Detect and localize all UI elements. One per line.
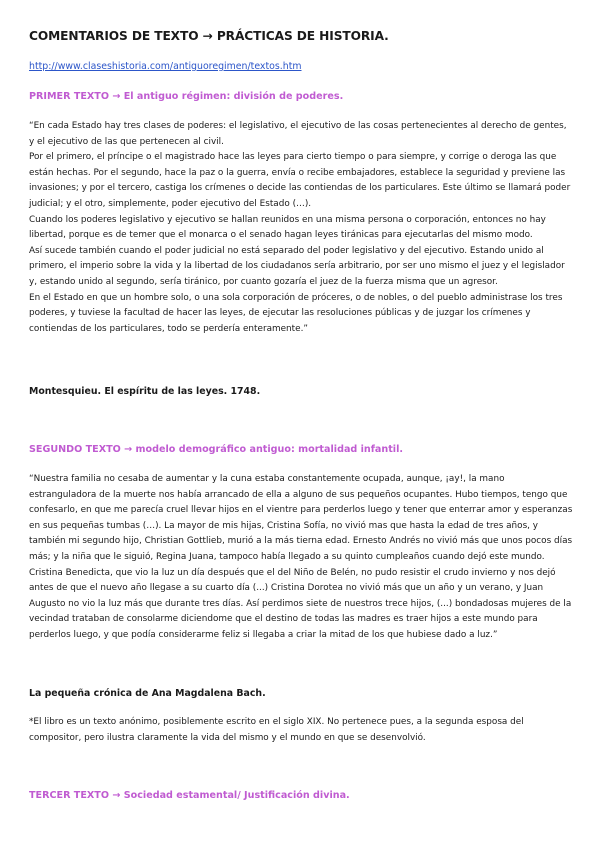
text1-body xyxy=(29,119,573,337)
heading-segundo-texto: SEGUNDO TEXTO → modelo demográfico antiguo: mortalidad infantil. xyxy=(29,444,404,455)
heading-primer-texto: PRIMER TEXTO → El antiguo régimen: división de poderes. xyxy=(29,91,344,102)
text2-paragraph: “Nuestra familia no cesaba de aumentar y la cuna estaba constantemente ocupada, aunque, ¡ay!, la mano estranguladora de la muerte nos había arrancado de ella a alguno de sus pequeños ocupantes. Hubo tiempos, tengo que confesarlo, en que me parecía cruel llevar hijos en el vientre para perderlos luego y tener que enterrar amor y esperanzas en sus pequeñas tumbas (…). La mayor de mis hijas, Cristina Sofía, no vivió mas que hasta la edad de tres años, y también mi segundo hijo, Christian Gottlieb, murió a la más tierna edad. Ernesto Andrés no vivió más que unos pocos días más; y la niña que le siguió, Regina Juana, tampoco había llegado a su quinto cumpleaños cuando dejó este mundo. Cristina Benedicta, que vio la luz un día después que el del Niño de Belén, no pudo resistir el crudo invierno y nos dejó antes de que el nuevo año llegase a su cuarto día (...) Cristina Dorotea no vivió más que un año y un verano, y Juan Augusto no vio la luz más que durante tres días. Así perdimos siete de nuestros trece hijos, (...) bondadosas mujeres de la vecindad trataban de consolarme diciendome que el destino de todas las madres es traer hijos a este mundo para perderlos luego, y que podía considerarme feliz si llegaba a criar la mitad de los que hubiese dado a luz.” xyxy=(29,474,573,640)
heading-tercer-texto: TERCER TEXTO → Sociedad estamental/ Justificación divina. xyxy=(29,790,350,801)
text1-source: Montesquieu. El espíritu de las leyes. 1748. xyxy=(29,386,261,397)
text1-paragraph: Así sucede también cuando el poder judicial no está separado del poder legislativo y del ejecutivo. Estando unido al primero, el imperio sobre la vida y la libertad de los ciudadanos sería arbitrario, por ser uno mismo el juez y el legislador y, estando unido al segundo, sería tiránico, por cuanto gozaría el juez de la fuerza misma que un agresor. xyxy=(29,245,565,287)
document-title: COMENTARIOS DE TEXTO → PRÁCTICAS DE HISTORIA. xyxy=(29,29,389,43)
text1-paragraph: En el Estado en que un hombre solo, o una sola corporación de próceres, o de nobles, o del pueblo administrase los tres poderes, y tuviese la facultad de hacer las leyes, de ejecutar las resoluciones públicas y de juzgar los crímenes y contiendas de los particulares, todo se perdería enteramente.” xyxy=(29,292,563,334)
text2-body xyxy=(29,472,573,644)
text1-paragraph: Cuando los poderes legislativo y ejecutivo se hallan reunidos en una misma persona o corporación, entonces no hay libertad, porque es de temer que el monarca o el senado hagan leyes tiránicas para ejecutarlas del mismo modo. xyxy=(29,214,546,241)
text2-source: La pequeña crónica de Ana Magdalena Bach. xyxy=(29,688,266,699)
text1-paragraph: Por el primero, el príncipe o el magistrado hace las leyes para cierto tiempo o para siempre, y corrige o deroga las que están hechas. Por el segundo, hace la paz o la guerra, envía o recibe embajadores, establece la seguridad y previene las invasiones; y por el tercero, castiga los crímenes o decide las contiendas de los particulares. Este último se llamará poder judicial; y el otro, simplemente, poder ejecutivo del Estado (…). xyxy=(29,152,571,209)
text2-note: *El libro es un texto anónimo, posiblemente escrito en el siglo XIX. No pertenece pues, a la segunda esposa del compositor, pero ilustra claramente la vida del mismo y el mundo en que se desenvolvió. xyxy=(29,717,524,743)
text1-paragraph: “En cada Estado hay tres clases de poderes: el legislativo, el ejecutivo de las cosas pertenecientes al derecho de gentes, y el ejecutivo de las que pertenecen al civil. xyxy=(29,121,567,147)
source-link[interactable]: http://www.claseshistoria.com/antiguoregimen/textos.htm xyxy=(29,61,302,72)
